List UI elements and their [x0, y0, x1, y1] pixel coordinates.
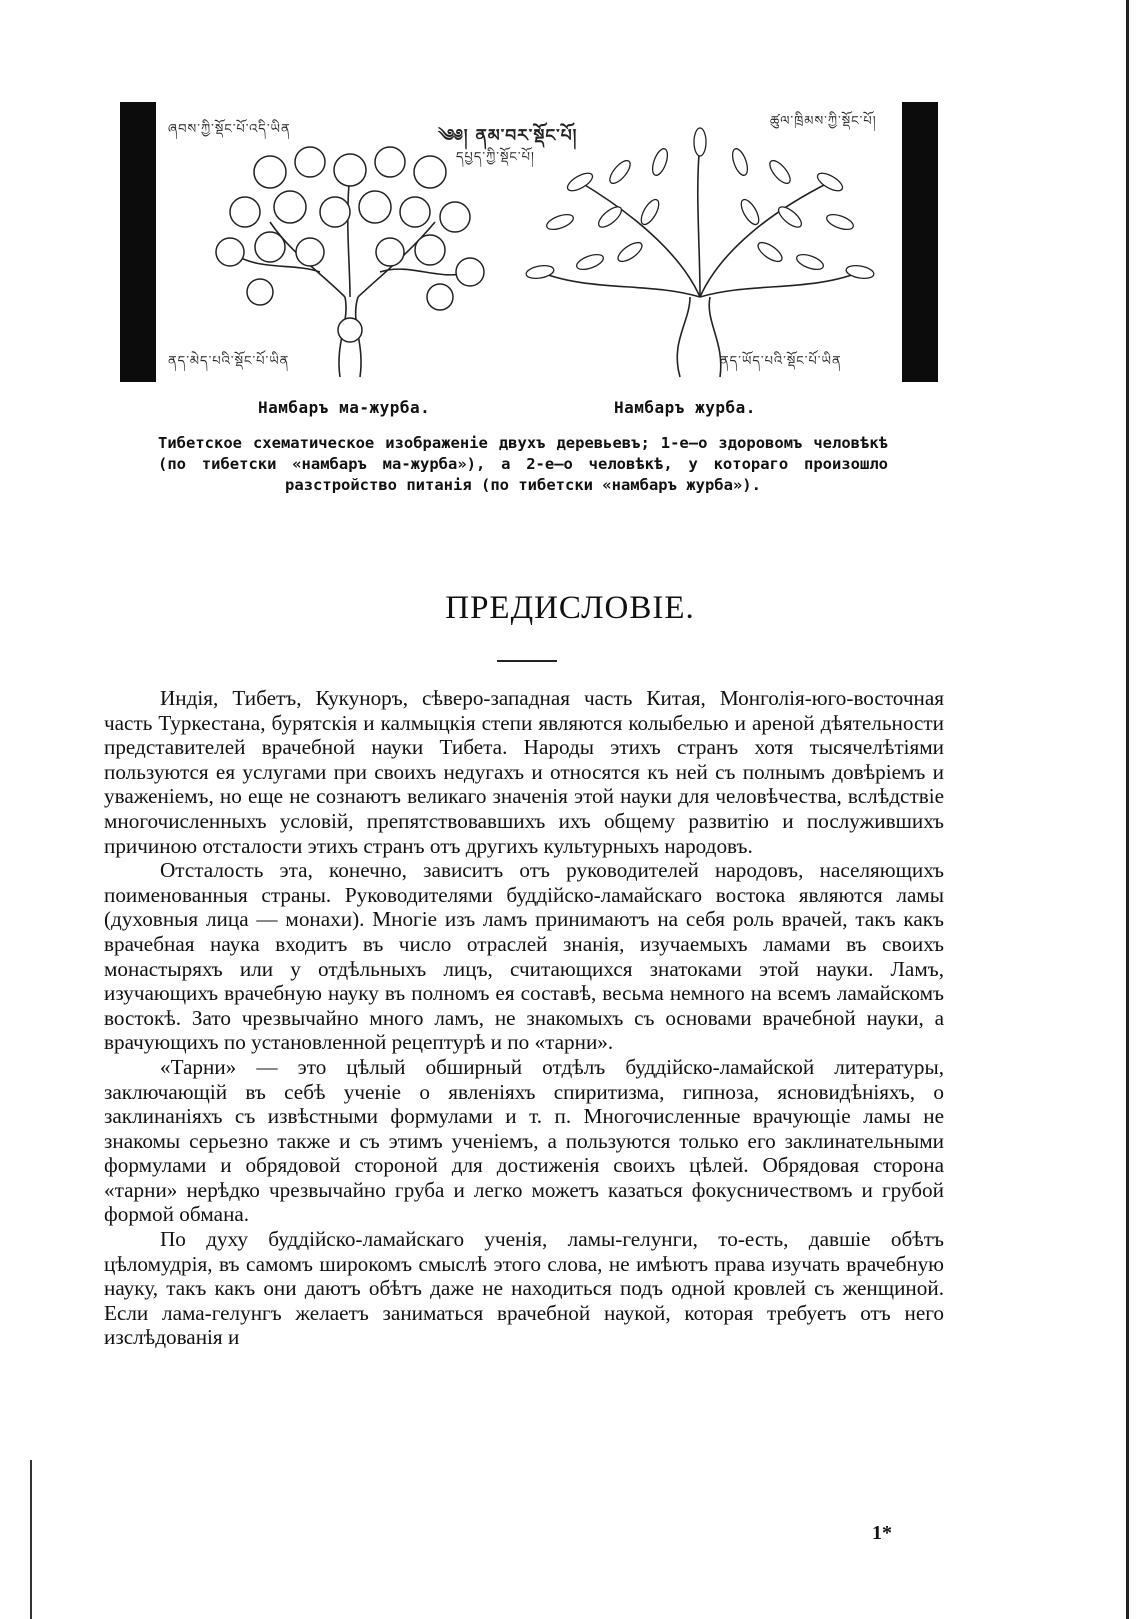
- paragraph: По духу буддiйско-ламайскаго ученiя, ламы-гелунги, то-есть, давшiе обѣтъ цѣломудрiя, въ самомъ широкомъ смыслѣ этого слова, не имѣютъ права изучать врачебную науку, такъ какъ они даютъ обѣтъ даже не находиться подъ одной кровлей съ женщиной. Если лама-гелунгъ желаетъ заниматься врачебной наукой, которая требуетъ отъ него изслѣдованiя и: [104, 1227, 944, 1350]
- title-divider: [497, 660, 557, 662]
- paragraph: «Тарни» — это цѣлый обширный отдѣлъ буддiйско-ламайской литературы, заключающiй въ себѣ ученiе о явленiяхъ спиритизма, гипноза, ясновидѣнiяхъ, о заклинанiяхъ съ извѣстными формулами и т. п. Многочисленные врачующiе ламы не знакомы серьезно также и съ этимъ ученiемъ, а пользуются только его заклинательными формулами и обрядовой стороной для достиженiя своихъ цѣлей. Обрядовая сторона «тарни» нерѣдко чрезвычайно груба и легко можетъ казаться фокусничествомъ и грубой формой обмана.: [104, 1054, 944, 1227]
- page-title: ПРЕДИСЛОВIЕ.: [445, 590, 695, 626]
- caption-left-tree: Намбаръ ма-журба.: [258, 398, 431, 417]
- scan-edge-left: [30, 1460, 32, 1619]
- tibetan-label-top-right: ཚུལ་ཁྲིམས་ཀྱི་སྡོང་པོ།: [770, 114, 877, 129]
- right-black-bar: [902, 102, 938, 382]
- tibetan-subtitle: དཔྱད་ཀྱི་སྡོང་པོ།: [456, 150, 535, 165]
- tibetan-title: ༄༅། ནམ་བར་སྡོང་པོ།: [438, 126, 578, 146]
- paragraph: Индiя, Тибетъ, Кукуноръ, сѣверо-западная часть Китая, Монголiя-юго-восточная часть Туркестана, бурятскiя и калмыцкiя степи являются колыбелью и ареной дѣятельности представителей врачебной науки Тибета. Народы этихъ странъ хотя тысячелѣтiями пользуются ея услугами при своихъ недугахъ и относятся къ ней съ полнымъ довѣрiемъ и уваженiемъ, но еще не сознаютъ великаго значенiя этой науки для человѣчества, вслѣдствiе многочисленныхъ условiй, препятствовавшихъ ихъ общему развитiю и послужившихъ причиною отсталости этихъ странъ отъ другихъ культурныхъ народовъ.: [104, 686, 944, 858]
- caption-right-tree: Намбаръ журба.: [614, 398, 756, 417]
- healthy-tree-drawing: [200, 132, 500, 382]
- tibetan-label-bottom-right: ནད་ཡོད་པའི་སྡོང་པོ་ཡིན: [720, 354, 842, 369]
- tibetan-label-bottom-left: ནད་མེད་པའི་སྡོང་པོ་ཡིན: [168, 354, 290, 369]
- scan-edge-right: [1126, 0, 1129, 1619]
- tibetan-label-top-left: ཞབས་ཀྱི་སྡོང་པོ་འདི་ཡིན: [168, 122, 291, 137]
- page-number: 1*: [872, 1522, 892, 1544]
- left-black-bar: [120, 102, 156, 382]
- body-text: [104, 686, 944, 1350]
- tree-illustration: [120, 102, 900, 382]
- paragraph: Отсталость эта, конечно, зависитъ отъ руководителей народовъ, населяющихъ поименованныя страны. Руководителями буддiйско-ламайскаго востока являются ламы (духовныя лица — монахи). Многiе изъ ламъ принимаютъ на себя роль врачей, такъ какъ врачебная наука входитъ въ число отраслей знанiя, изучаемыхъ ламами въ своихъ монастыряхъ или у отдѣльныхъ лицъ, считающихся знатоками этой науки. Ламъ, изучающихъ врачебную науку въ полномъ ея составѣ, весьма немного на всемъ ламайскомъ востокѣ. Зато чрезвычайно много ламъ, не знакомыхъ съ основами врачебной науки, а врачующихъ по установленной рецептурѣ и по «тарни».: [104, 858, 944, 1055]
- figure-description: Тибетское схематическое изображенiе двухъ деревьевъ; 1-е—о здоровомъ человѣкѣ (по тибетски «намбаръ ма-журба»), а 2-е—о человѣкѣ, у котораго произошло разстройство питанiя (по тибетски «намбаръ журба»).: [158, 434, 888, 494]
- diseased-tree-drawing: [520, 122, 880, 382]
